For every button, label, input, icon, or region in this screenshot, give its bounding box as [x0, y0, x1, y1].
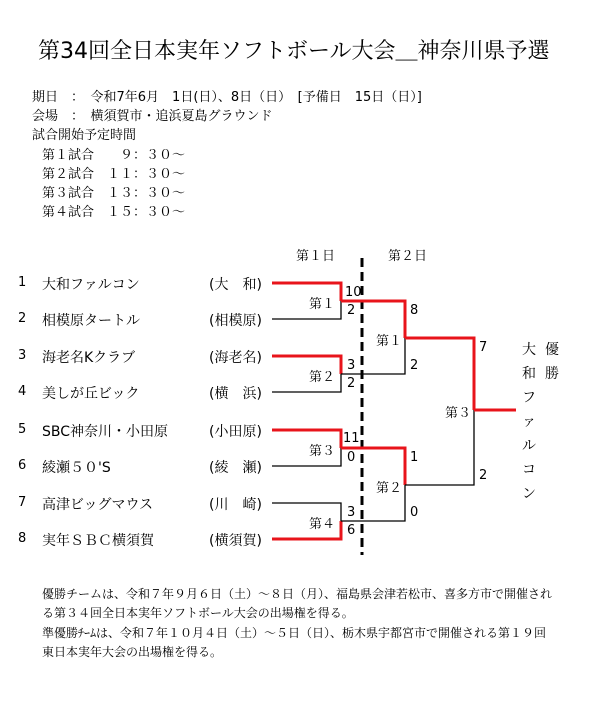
score: 3 — [347, 358, 356, 373]
score: 1 — [410, 450, 419, 465]
page-title: 第34回全日本実年ソフトボール大会＿神奈川県予選 — [38, 39, 550, 64]
team-number: 6 — [18, 458, 27, 473]
team-name: 美しが丘ビック — [42, 386, 140, 402]
score: 0 — [410, 505, 419, 520]
match-label: 第１ — [376, 330, 402, 349]
team-city: (海老名) — [209, 350, 262, 366]
team-number: 8 — [18, 531, 27, 546]
score: 6 — [347, 523, 356, 538]
bracket-winner-line — [405, 338, 474, 410]
team-city: (相模原) — [209, 313, 262, 329]
team-number: 3 — [18, 348, 27, 363]
note-line: る第３４回全日本実年ソフトボール大会の出場権を得る。 — [42, 606, 354, 620]
score: 2 — [479, 468, 488, 483]
schedule-item: 第３試合 １３：３０～ — [42, 186, 186, 201]
match-label: 第３ — [309, 440, 335, 459]
note-line: 東日本実年大会の出場権を得る。 — [42, 645, 223, 659]
day-label: 第２日 — [388, 249, 428, 264]
score: 3 — [347, 505, 356, 520]
team-name: 高津ビッグマウス — [42, 497, 154, 513]
champion-team: 大和ファルコン — [522, 342, 536, 502]
team-number: 2 — [18, 311, 27, 326]
score: 10 — [345, 285, 362, 300]
team-name: 海老名Kクラブ — [42, 350, 136, 366]
schedule-title: 試合開始予定時間 — [32, 128, 137, 143]
team-city: (川 崎) — [209, 497, 262, 513]
match-label: 第２ — [376, 477, 402, 496]
team-city: (大 和) — [209, 277, 262, 293]
champion-label: 優勝 — [545, 342, 559, 382]
team-name: 大和ファルコン — [42, 277, 140, 293]
team-number: 7 — [18, 495, 27, 510]
note-line: 準優勝ﾁｰﾑは、令和７年１０月４日（土）～５日（日）、栃木県宇都宮市で開催される第１９回 — [42, 626, 547, 640]
team-number: 1 — [18, 275, 27, 290]
score: 2 — [410, 358, 419, 373]
team-name: 相模原タートル — [42, 313, 140, 329]
bracket-line — [405, 410, 474, 485]
schedule-item: 第２試合 １１：３０～ — [42, 167, 186, 182]
team-name: SBC神奈川・小田原 — [42, 424, 169, 440]
team-number: 5 — [18, 422, 27, 437]
team-city: (小田原) — [209, 424, 262, 440]
day-label: 第１日 — [296, 249, 336, 264]
venue-line: 会場 ： 横須賀市・追浜夏島グラウンド — [32, 109, 273, 124]
match-label: 第２ — [309, 366, 335, 385]
team-city: (横須賀) — [209, 533, 262, 549]
note-line: 優勝チームは、令和７年９月６日（土）～８日（月）、福島県会津若松市、喜多方市で開催され — [42, 587, 553, 601]
score: 8 — [410, 303, 419, 318]
team-name: 綾瀬５０'S — [42, 460, 111, 476]
team-number: 4 — [18, 384, 27, 399]
team-city: (綾 瀬) — [209, 460, 262, 476]
score: 0 — [347, 450, 356, 465]
score: 11 — [343, 431, 360, 446]
schedule-item: 第１試合 ９：３０～ — [42, 148, 186, 163]
match-label: 第４ — [309, 513, 335, 532]
score: 7 — [479, 340, 488, 355]
score: 2 — [347, 376, 356, 391]
dates-line: 期日 ： 令和7年6月 1日(日）、8日（日） [予備日 15日（日）] — [32, 90, 422, 105]
team-city: (横 浜) — [209, 386, 262, 402]
score: 2 — [347, 303, 356, 318]
match-label: 第３ — [445, 402, 471, 421]
team-name: 実年ＳＢＣ横須賀 — [42, 533, 154, 549]
match-label: 第１ — [309, 293, 335, 312]
schedule-item: 第４試合 １５：３０～ — [42, 205, 186, 220]
